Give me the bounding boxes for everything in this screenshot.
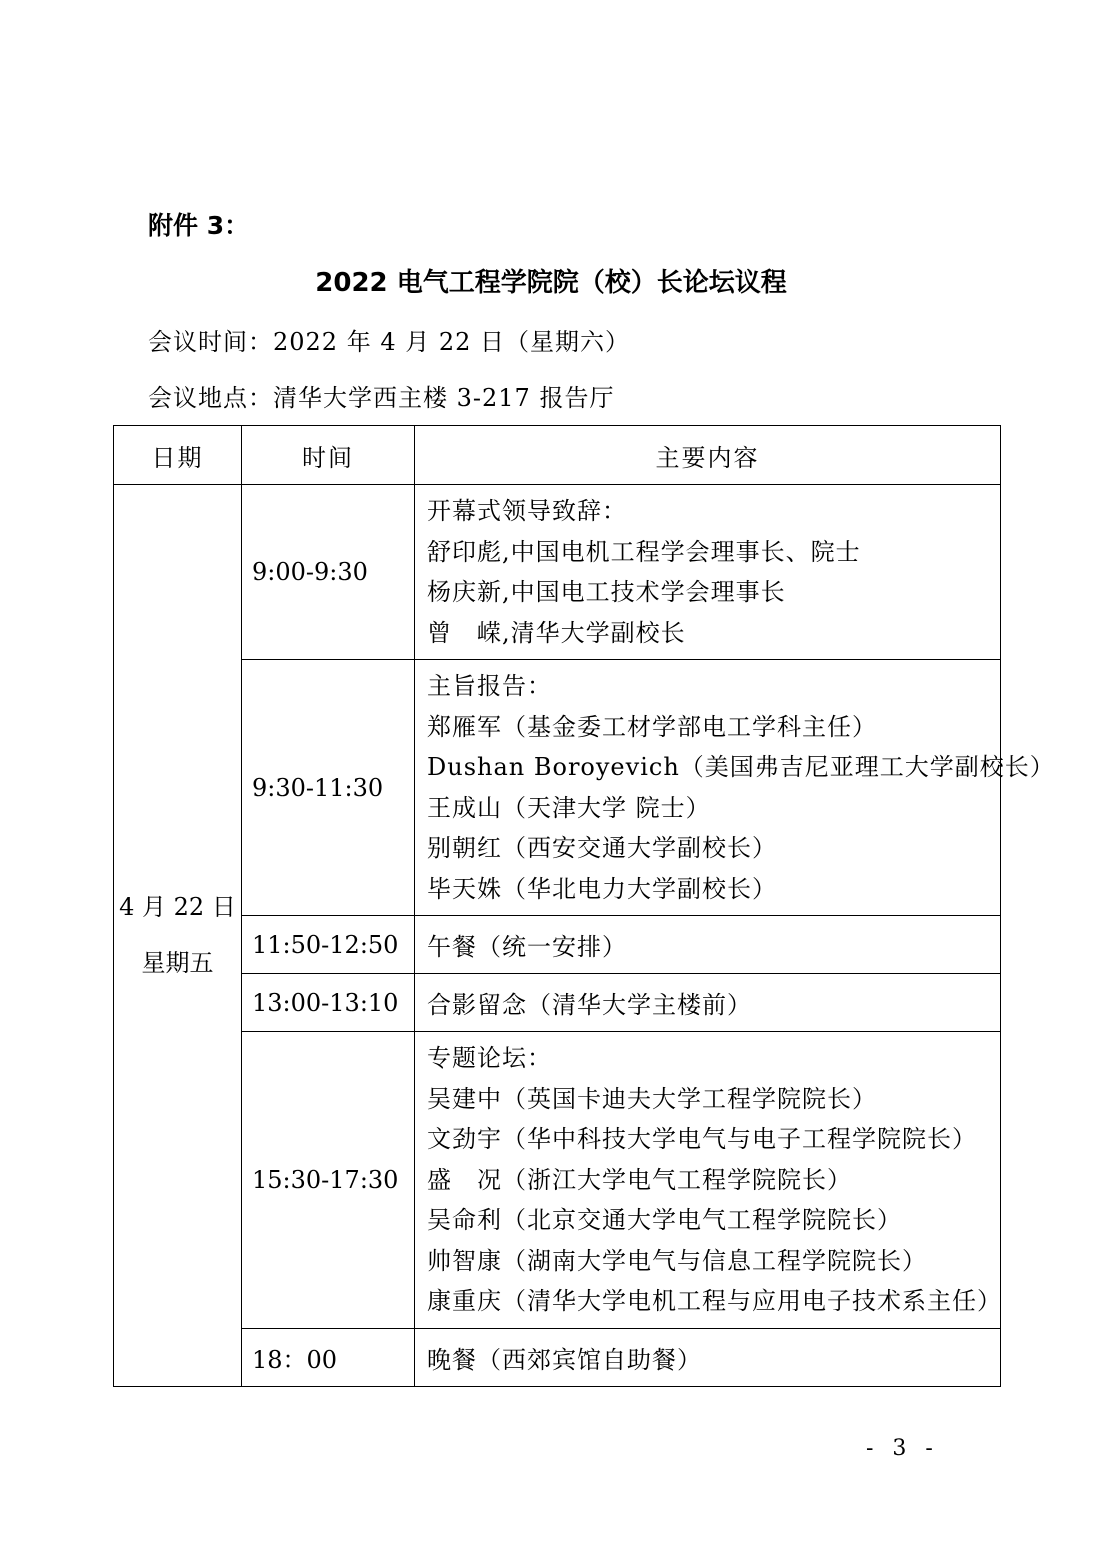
content-line: 曾 嵘,清华大学副校长 — [427, 618, 686, 647]
content-cell: 合影留念（清华大学主楼前） — [415, 974, 1001, 1032]
table-row — [114, 916, 1001, 974]
table-row — [114, 974, 1001, 1032]
time-cell: 13:00-13:10 — [242, 974, 415, 1032]
content-line: 帅智康（湖南大学电气与信息工程学院院长） — [427, 1246, 927, 1275]
content-cell: 午餐（统一安排） — [415, 916, 1001, 974]
content-line: 文劲宇（华中科技大学电气与电子工程学院院长） — [427, 1125, 977, 1153]
time-cell: 15:30-17:30 — [242, 1032, 415, 1329]
table-row — [114, 485, 1001, 660]
meeting-place: 会议地点：清华大学西主楼 3-217 报告厅 — [148, 384, 615, 412]
time-cell: 11:50-12:50 — [242, 916, 415, 974]
table-row — [114, 1032, 1001, 1329]
content-line: Dushan Boroyevich（美国弗吉尼亚理工大学副校长） — [427, 753, 1055, 781]
content-line: 杨庆新,中国电工技术学会理事长 — [427, 578, 786, 606]
content-line: 吴建中（英国卡迪夫大学工程学院院长） — [427, 1084, 877, 1113]
content-line: 开幕式领导致辞： — [427, 497, 627, 525]
content-line: 盛 况（浙江大学电气工程学院院长） — [427, 1165, 852, 1194]
content-cell: 晚餐（西郊宾馆自助餐） — [415, 1328, 1001, 1386]
content-cell — [415, 1032, 1001, 1329]
content-line: 吴命利（北京交通大学电气工程学院院长） — [427, 1206, 902, 1234]
content-line: 郑雁军（基金委工材学部电工学科主任） — [427, 712, 877, 741]
content-line: 舒印彪,中国电机工程学会理事长、院士 — [427, 537, 861, 566]
time-cell: 18：00 — [242, 1328, 415, 1386]
header-date: 日期 — [114, 426, 242, 485]
content-cell — [415, 660, 1055, 916]
meeting-time: 会议时间：2022 年 4 月 22 日（星期六） — [148, 328, 631, 356]
table-row — [114, 1328, 1001, 1386]
header-time: 时间 — [242, 426, 415, 485]
page-number: - 3 - — [866, 1436, 939, 1461]
date-weekday: 星期五 — [141, 949, 214, 978]
content-line: 主旨报告： — [427, 672, 552, 700]
time-cell: 9:00-9:30 — [242, 485, 415, 660]
content-line: 毕天姝（华北电力大学副校长） — [427, 874, 777, 903]
header-content: 主要内容 — [415, 426, 1001, 485]
date-day: 4 月 22 日 — [119, 893, 236, 922]
content-line: 王成山（天津大学 院士） — [427, 793, 711, 822]
document-title: 2022 电气工程学院院（校）长论坛议程 — [315, 268, 787, 298]
content-line: 康重庆（清华大学电机工程与应用电子技术系主任） — [427, 1287, 1002, 1315]
table-row — [114, 660, 1001, 916]
date-cell — [114, 485, 242, 1387]
content-cell — [415, 485, 1001, 660]
agenda-table — [113, 425, 1055, 1387]
attachment-label: 附件 3： — [148, 211, 250, 240]
table-header-row — [114, 426, 1001, 485]
content-line: 别朝红（西安交通大学副校长） — [427, 834, 777, 862]
content-line: 专题论坛： — [427, 1044, 552, 1072]
time-cell: 9:30-11:30 — [242, 660, 415, 916]
